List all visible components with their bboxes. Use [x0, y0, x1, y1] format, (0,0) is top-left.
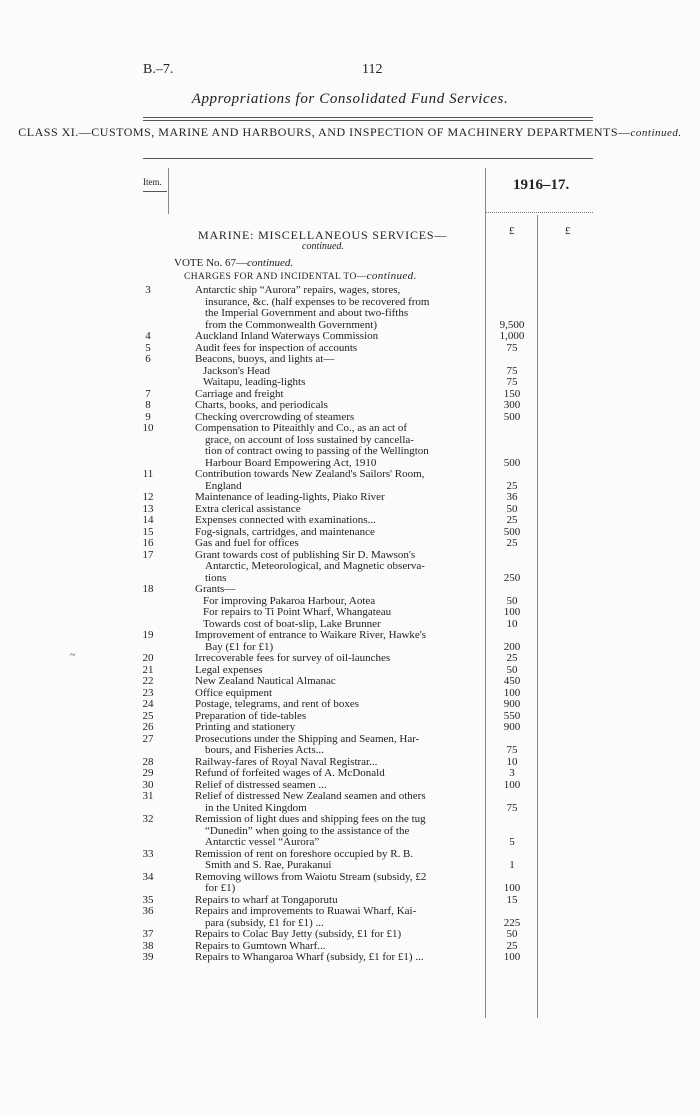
item-number: 21	[142, 663, 154, 676]
vote-continued: continued.	[247, 257, 294, 269]
item-description: Remission of rent on foreshore occupied by R. B.	[195, 848, 414, 860]
title-rule	[143, 117, 593, 118]
item-description: Smith and S. Rae, Purakanui	[205, 860, 332, 871]
item-amount: 15	[506, 893, 518, 906]
item-divider	[168, 168, 169, 214]
item-description: for £1)	[205, 883, 236, 894]
page-title: Appropriations for Consolidated Fund Services.	[191, 91, 509, 107]
item-amount: 25	[506, 514, 518, 526]
amount-divider-mid	[537, 215, 538, 1018]
item-amount: 75	[506, 364, 518, 377]
item-amount: 25	[506, 479, 518, 492]
year-column-header: 1916–17.	[513, 177, 570, 193]
vote-number: VOTE No. 67—	[174, 257, 248, 269]
item-number: 38	[142, 939, 154, 952]
item-description: Contribution towards New Zealand's Sailors' Room,	[195, 469, 425, 480]
item-amount: 10	[506, 617, 518, 630]
section-continued: continued.	[302, 241, 344, 252]
item-number: 32	[142, 813, 154, 825]
item-amount: 100	[503, 686, 521, 699]
item-number: 18	[142, 583, 154, 595]
item-amount: 25	[506, 939, 518, 952]
item-description: tion of contract owing to passing of the Wellington	[205, 446, 429, 457]
item-amount: 50	[506, 663, 518, 676]
vote-heading	[174, 257, 293, 269]
item-description: the Imperial Government and about two-fifths	[205, 308, 409, 319]
item-amount: 25	[506, 537, 518, 549]
item-description: Gas and fuel for offices	[195, 538, 299, 549]
item-description: Railway-fares of Royal Naval Registrar...	[195, 756, 378, 768]
item-description: Grant towards cost of publishing Sir D. Mawson's	[195, 549, 416, 561]
item-number: 16	[142, 537, 154, 549]
item-description: Remission of light dues and shipping fees on the tug	[195, 814, 426, 825]
item-amount: 900	[503, 698, 521, 710]
item-number: 30	[142, 778, 154, 791]
item-amount: 36	[506, 491, 518, 503]
item-amount: 75	[506, 341, 518, 354]
item-description: Improvement of entrance to Waikare River, Hawke's	[195, 630, 427, 641]
item-description: Repairs and improvements to Ruawai Wharf, Kai-	[195, 906, 417, 917]
item-number: 15	[142, 525, 154, 538]
item-number: 10	[142, 422, 154, 434]
item-description: Fog-signals, cartridges, and maintenance	[195, 526, 375, 538]
item-description: Removing willows from Waiotu Stream (subsidy, £2	[195, 871, 427, 883]
item-description: Carriage and freight	[195, 388, 284, 400]
item-amount: 50	[506, 502, 518, 515]
item-amount: 50	[506, 594, 518, 607]
item-description: Printing and stationery	[195, 722, 296, 733]
item-number: 25	[142, 709, 154, 722]
page-number: 112	[362, 62, 383, 77]
item-amount: 200	[503, 640, 521, 653]
item-amount: 50	[506, 928, 518, 940]
item-number: 9	[145, 410, 151, 423]
item-description: For improving Pakaroa Harbour, Aotea	[203, 595, 376, 607]
item-column-header: Item.	[143, 177, 162, 187]
item-description: Maintenance of leading-lights, Piako River	[195, 492, 385, 503]
item-description: Jackson's Head	[203, 365, 271, 377]
item-number: 8	[145, 399, 151, 411]
item-number: 26	[142, 721, 154, 733]
item-description: Auckland Inland Waterways Commission	[195, 331, 379, 342]
item-description: Antarctic, Meteorological, and Magnetic observa-	[205, 561, 425, 572]
item-description: Legal expenses	[195, 664, 263, 676]
item-description: Postage, telegrams, and rent of boxes	[195, 699, 360, 710]
item-description: Repairs to Whangaroa Wharf (subsidy, £1 for £1) ...	[195, 952, 424, 963]
item-amount: 75	[506, 801, 518, 814]
class-title-continued: continued.	[630, 127, 682, 139]
item-description: tions	[205, 572, 227, 584]
item-description: Towards cost of boat-slip, Lake Brunner	[203, 618, 381, 630]
item-amount: 500	[503, 456, 521, 469]
item-description: Repairs to wharf at Tongaporutu	[195, 894, 338, 906]
item-number: 35	[142, 893, 154, 906]
item-description: Expenses connected with examinations...	[195, 515, 376, 526]
item-number: 13	[142, 502, 154, 515]
item-number: 28	[142, 755, 154, 768]
item-description: in the United Kingdom	[205, 802, 307, 814]
class-title-text: CLASS XI.—CUSTOMS, MARINE AND HARBOURS, AND INSPECTION OF MACHINERY DEPARTMENTS—	[18, 125, 631, 139]
item-number: 19	[142, 629, 154, 641]
item-amount: 550	[503, 709, 521, 722]
item-amount: 9,500	[499, 318, 525, 331]
item-description: Relief of distressed seamen ...	[195, 779, 327, 791]
item-amount: 900	[503, 721, 521, 733]
year-rule	[485, 212, 593, 213]
item-amount: 100	[503, 778, 521, 791]
item-amount: 150	[503, 387, 521, 400]
item-number: 6	[145, 353, 151, 365]
item-description: grace, on account of loss sustained by cancella-	[205, 434, 414, 446]
title-rule-2	[143, 120, 593, 121]
currency-symbol-2: £	[565, 225, 571, 237]
item-number: 34	[142, 870, 154, 883]
item-number: 12	[142, 491, 154, 503]
item-description: insurance, &c. (half expenses to be recovered from	[205, 296, 430, 308]
item-description: Grants—	[195, 584, 236, 595]
item-number: 37	[142, 928, 154, 940]
item-description: para (subsidy, £1 for £1) ...	[205, 917, 324, 929]
item-description: Repairs to Gumtown Wharf...	[195, 940, 326, 952]
item-number: 7	[145, 387, 151, 400]
item-number: 29	[142, 767, 154, 779]
item-number: 39	[142, 951, 154, 963]
item-number: 24	[142, 698, 154, 710]
item-amount: 100	[503, 882, 521, 894]
item-number: 36	[142, 905, 154, 917]
item-amount: 10	[506, 755, 518, 768]
item-number: 23	[142, 686, 154, 699]
item-number: 17	[142, 548, 154, 561]
item-number: 11	[142, 468, 154, 480]
item-description: For repairs to Ti Point Wharf, Whangateau	[203, 607, 392, 618]
charges-continued: continued.	[366, 270, 417, 282]
currency-symbol-1: £	[509, 225, 515, 237]
margin-mark: ~	[70, 650, 76, 661]
item-amount: 500	[503, 410, 521, 423]
item-description: Beacons, buoys, and lights at—	[195, 354, 335, 365]
item-amount: 500	[503, 525, 521, 538]
item-number: 33	[142, 847, 154, 860]
item-description: New Zealand Nautical Almanac	[195, 676, 336, 687]
charges-text: CHARGES FOR AND INCIDENTAL TO—	[184, 272, 367, 282]
item-number: 4	[145, 330, 151, 342]
item-number: 14	[142, 514, 154, 526]
item-description: Antarctic ship “Aurora” repairs, wages, stores,	[195, 285, 401, 296]
item-description: Antarctic vessel “Aurora”	[205, 837, 320, 848]
item-description: Preparation of tide-tables	[195, 710, 307, 722]
item-amount: 75	[506, 744, 518, 756]
charges-heading	[184, 270, 417, 282]
item-amount: 1	[509, 859, 515, 871]
item-amount: 250	[503, 571, 521, 584]
class-title	[0, 125, 700, 140]
item-number: 31	[142, 790, 154, 802]
item-description: Prosecutions under the Shipping and Seamen, Har-	[195, 733, 420, 745]
item-amount: 300	[503, 399, 521, 411]
item-number: 5	[145, 341, 151, 354]
section-title: MARINE: MISCELLANEOUS SERVICES—	[198, 228, 448, 242]
item-number: 20	[142, 652, 154, 664]
item-description: Audit fees for inspection of accounts	[195, 342, 358, 354]
item-number: 27	[142, 732, 154, 745]
item-number: 22	[142, 675, 154, 687]
item-description: “Dunedin” when going to the assistance of the	[205, 825, 410, 837]
item-description: Compensation to Piteaithly and Co., as an act of	[195, 423, 408, 434]
item-description: England	[205, 480, 242, 492]
item-description: Waitapu, leading-lights	[203, 377, 306, 388]
item-description: Bay (£1 for £1)	[205, 641, 274, 653]
item-description: Irrecoverable fees for survey of oil-launches	[195, 653, 391, 664]
item-number: 3	[145, 284, 151, 296]
item-amount: 5	[509, 836, 515, 848]
item-amount: 225	[503, 916, 521, 929]
amount-divider-left	[485, 168, 486, 1018]
item-description: Charts, books, and periodicals	[195, 400, 328, 411]
item-amount: 100	[503, 951, 521, 963]
page-id: B.–7.	[143, 62, 174, 77]
item-description: from the Commonwealth Government)	[205, 319, 377, 331]
item-amount: 75	[506, 376, 518, 388]
item-amount: 25	[506, 652, 518, 664]
item-description: Refund of forfeited wages of A. McDonald	[195, 768, 385, 779]
item-description: Harbour Board Empowering Act, 1910	[205, 457, 377, 469]
header-rule	[143, 158, 593, 159]
item-column-rule	[143, 191, 167, 192]
item-amount: 1,000	[499, 330, 525, 342]
item-description: Extra clerical assistance	[195, 503, 301, 515]
item-description: Office equipment	[195, 687, 273, 699]
item-description: Repairs to Colac Bay Jetty (subsidy, £1 for £1)	[195, 929, 402, 940]
item-amount: 450	[503, 675, 521, 687]
item-description: Checking overcrowding of steamers	[195, 411, 355, 423]
item-description: Relief of distressed New Zealand seamen and others	[195, 791, 426, 802]
item-description: bours, and Fisheries Acts...	[205, 745, 324, 756]
item-amount: 100	[503, 606, 521, 618]
item-amount: 3	[509, 767, 515, 779]
